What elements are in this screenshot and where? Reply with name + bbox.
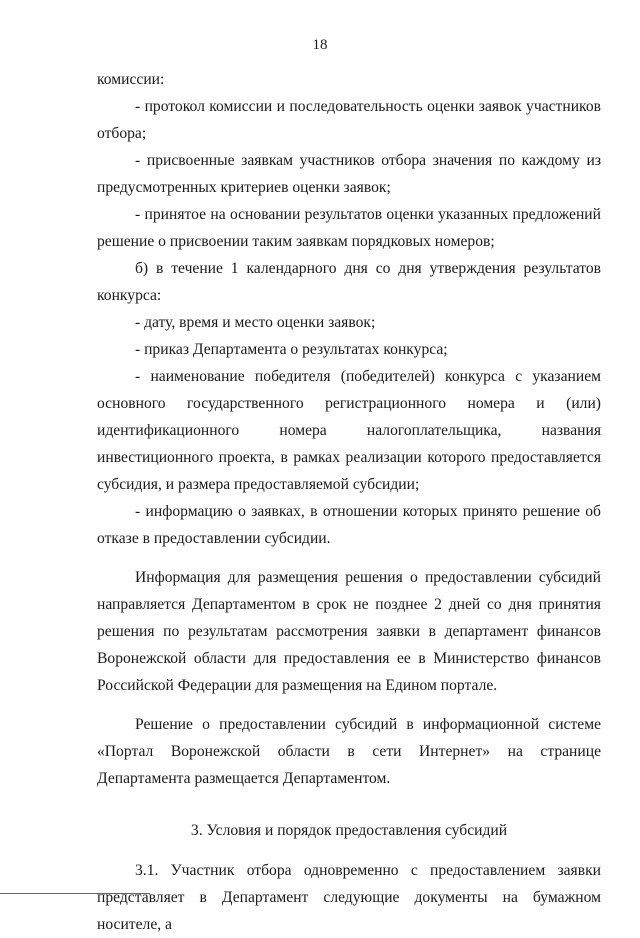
list-item: - наименование победителя (победителей) конкурса с указанием основного государственного регистрационного номера и (или) идентификационного номера налогоплательщика, названия инвестиционного проекта, в рамках реализации которого предоставляется субсидия, и размера предоставляемой субсидии; [97,368,601,493]
paragraph: б) в течение 1 календарного дня со дня утверждения результатов конкурса: [97,260,601,304]
list-item: - присвоенные заявкам участников отбора значения по каждому из предусмотренных критериев оценки заявок; [97,152,601,196]
paragraph: комиссии: [97,71,165,88]
list-item: - информацию о заявках, в отношении которых принято решение об отказе в предоставлении субсидии. [97,503,601,547]
paragraph: 3.1. Участник отбора одновременно с предоставлением заявки представляет в Департамент следующие документы на бумажном носителе, а [97,862,601,933]
section-heading: 3. Условия и порядок предоставления субсидий [190,822,508,839]
document-body [97,66,601,938]
list-item: - принятое на основании результатов оценки указанных предложений решение о присвоении таким заявкам порядковых номеров; [97,206,601,250]
paragraph: Решение о предоставлении субсидий в информационной системе «Портал Воронежской области в сети Интернет» на странице Департамента размещается Департаментом. [97,716,601,787]
paragraph: Информация для размещения решения о предоставлении субсидий направляется Департаментом в срок не позднее 2 дней со дня принятия решения по результатам рассмотрения заявки в департамент финансов Воронежской области для предоставления ее в Министерство финансов Российской Федерации для размещения на Едином портале. [97,569,601,694]
page-number: 18 [312,37,328,53]
list-item: - дату, время и место оценки заявок; [135,314,376,331]
list-item: - протокол комиссии и последовательность оценки заявок участников отбора; [97,98,601,142]
footer-rule [0,893,150,894]
list-item: - приказ Департамента о результатах конкурса; [135,341,448,358]
